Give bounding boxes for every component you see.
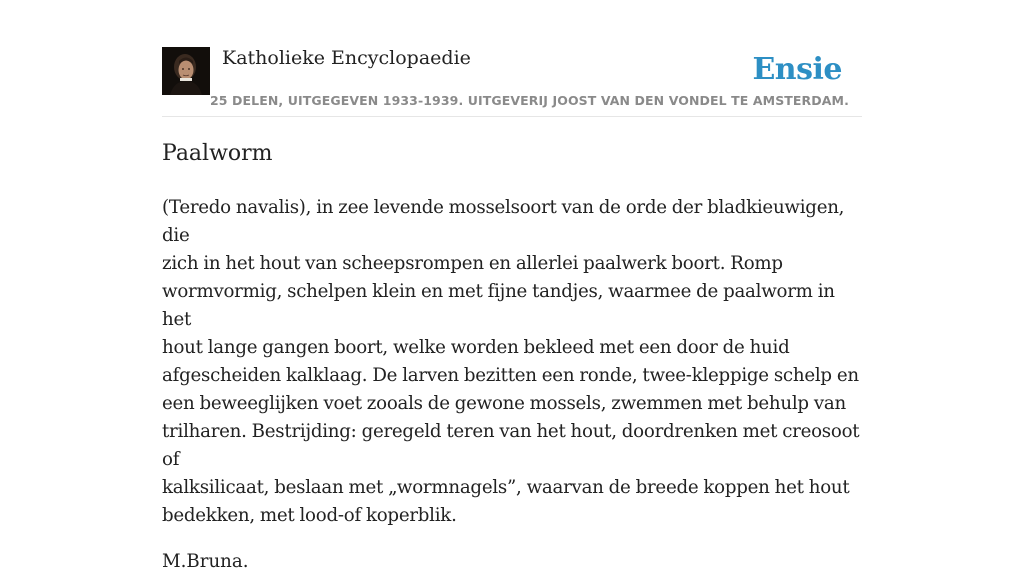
source-title[interactable]: Katholieke Encyclopaedie bbox=[222, 47, 471, 69]
entry-author: M.Bruna. bbox=[162, 551, 249, 572]
source-meta: 25 DELEN, UITGEGEVEN 1933-1939. UITGEVERIJ JOOST VAN DEN VONDEL TE AMSTERDAM. bbox=[210, 93, 849, 108]
entry-title: Paalworm bbox=[162, 141, 273, 166]
brand-logo[interactable]: Ensie bbox=[752, 52, 842, 87]
source-avatar[interactable] bbox=[162, 47, 210, 95]
portrait-icon bbox=[162, 47, 210, 95]
source-header bbox=[162, 44, 862, 117]
entry-article bbox=[162, 136, 862, 576]
entry-body: (Teredo navalis), in zee levende mosselsoort van de orde der bladkieuwigen, die zich in het hout van scheepsrompen en allerlei paalwerk boort. Romp wormvormig, schelpen klein en met fijne tandjes, waarmee de paalworm in het hout lange gangen boort, welke worden bekleed met een door de huid afgescheiden kalklaag. De larven bezitten een ronde, twee-kleppige schelp en een beweeglijken voet zooals de gewone mossels, zwemmen met behulp van trilharen. Bestrijding: geregeld teren van het hout, doordrenken met creosoot of kalksilicaat, beslaan met „wormnagels”, waarvan de breede koppen het hout bedekken, met lood-of koperblik. bbox=[162, 197, 860, 526]
